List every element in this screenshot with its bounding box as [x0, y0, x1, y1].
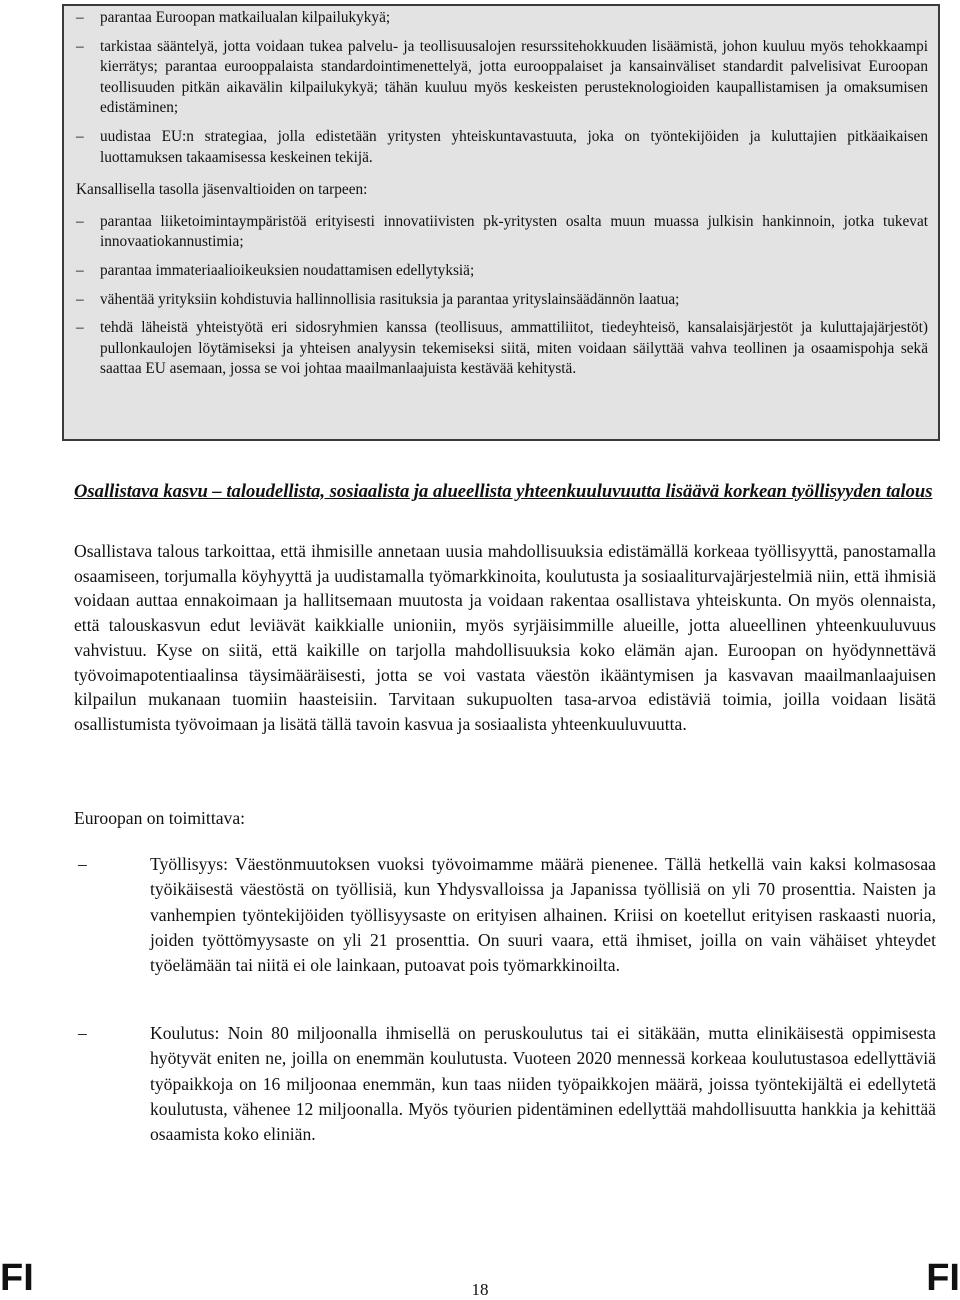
- footer-language-right: FI: [926, 1257, 960, 1299]
- action-list: [74, 1021, 936, 1147]
- list-item: – tarkistaa sääntelyä, jotta voidaan tukea palvelu- ja teollisuusalojen resurssitehokkuuden lisäämistä, johon kuuluu myös tehokkaampi kierrätys; parantaa eurooppalaista standardointimenettelyä, jotta eurooppalaiset ja kansainväliset standardit palvelisivat Euroopan teollisuuden pitkän aikavälin kilpailukykyä; tähän kuuluu myös keskeisten perusteknologioiden kaupallistamisen ja omaksumisen edistäminen;: [76, 37, 928, 117]
- list-item: – parantaa Euroopan matkailualan kilpailukykyä;: [76, 8, 928, 29]
- list-item: – Työllisyys: Väestönmuutoksen vuoksi työvoimamme määrä pienenee. Tällä hetkellä vain kaksi kolmasosaa työikäisestä väestöstä on työllisiä, kun Yhdysvalloissa ja Japanissa työllisiä on yli 70 prosenttia. Naisten ja vanhempien työntekijöiden työllisyysaste on erityisen alhainen. Kriisi on koetellut erityisen raskaasti nuoria, joiden työttömyysaste on yli 21 prosenttia. On suuri vaara, että ihmiset, joilla on vain vähäiset yhteydet työelämään tai niitä ei ole lainkaan, putoavat pois työmarkkinoilta.: [78, 854, 936, 976]
- page-number: 18: [471, 1280, 489, 1299]
- list-intro: Euroopan on toimittava:: [74, 808, 246, 828]
- footer-language-left: FI: [0, 1257, 34, 1299]
- national-level-heading: Kansallisella tasolla jäsenvaltioiden on tarpeen:: [76, 181, 368, 199]
- list-item: – tehdä läheistä yhteistyötä eri sidosryhmien kanssa (teollisuus, ammattiliitot, tiedeyhteisö, kansalaisjärjestöt ja kuluttajajärjestöt) pullonkaulojen löytämiseksi ja yhteisen analyysin tekemiseksi siitä, miten voidaan säilyttää vahva teollinen ja osaamispohja sekä saattaa EU asemaan, jossa se voi johtaa maailmanlaajuista kestävää kehitystä.: [76, 319, 928, 378]
- dash-bullet: –: [76, 9, 84, 26]
- dash-bullet: –: [78, 1023, 87, 1043]
- section-heading: Osallistava kasvu – taloudellista, sosiaalista ja alueellista yhteenkuuluvuutta lisäävä korkean työllisyyden talous: [74, 481, 933, 502]
- dash-bullet: –: [76, 37, 84, 55]
- list-item: – parantaa liiketoimintaympäristöä erityisesti innovatiivisten pk-yritysten osalta muun muassa julkisin hankinnoin, jotka tukevat innovaatiokannustimia;: [76, 212, 928, 251]
- dash-bullet: –: [76, 319, 84, 337]
- list-item: – Koulutus: Noin 80 miljoonalla ihmisellä on peruskoulutus tai ei sitäkään, mutta elinikäisestä oppimisesta hyötyvät eniten ne, joilla on enemmän koulutusta. Vuoteen 2020 mennessä korkeaa koulutustasoa edellyttäviä työpaikkoja on 16 miljoonaa enemmän, kun taas niiden työpaikkojen määrä, joissa työntekijältä ei edellytetä koulutusta, vähenee 12 miljoonalla. Myös työurien pidentäminen edellyttää mahdollisuutta hankkia ja kehittää osaamista koko eliniän.: [78, 1023, 936, 1145]
- dash-bullet: –: [76, 261, 84, 279]
- list-item: – parantaa immateriaalioikeuksien noudattamisen edellytyksiä;: [76, 261, 928, 282]
- dash-bullet: –: [76, 212, 84, 230]
- boxed-text-panel: [62, 4, 940, 441]
- action-list: [74, 852, 936, 978]
- body-paragraph: Osallistava talous tarkoittaa, että ihmisille annetaan uusia mahdollisuuksia edistämällä korkeaa työllisyyttä, panostamalla osaamiseen, torjumalla köyhyyttä ja uudistamalla työmarkkinoita, koulutusta ja sosiaaliturvajärjestelmiä niin, että ihmisiä voidaan auttaa ennakoimaan ja hallitsemaan muutosta ja voidaan rakentaa osallistava yhteiskunta. On myös olennaista, että talouskasvun edut leviävät kaikkialle unioniin, myös syrjäisimmille alueille, jotta alueellinen yhteenkuuluvuus vahvistuu. Kyse on siitä, että kaikille on tarjolla mahdollisuuksia koko elämän ajan. Euroopan on hyödynnettävä työvoimapotentiaalinsa täysimääräisesti, jotta se voi vastata väestön ikääntymisen ja kasvavan maailmanlaajuisen kilpailun mukanaan tuomiin haasteisiin. Tarvitaan sukupuolten tasa-arvoa edistäviä toimia, joilla voidaan lisätä osallistumista työvoimaan ja lisätä tällä tavoin kasvua ja sosiaalista yhteenkuuluvuutta.: [74, 541, 936, 734]
- list-item: – uudistaa EU:n strategiaa, jolla edistetään yritysten yhteiskuntavastuuta, joka on työntekijöiden ja kuluttajien pitkäaikaisen luottamuksen takaamisessa keskeinen tekijä.: [76, 127, 928, 166]
- dash-bullet: –: [76, 127, 84, 145]
- list-item: – vähentää yrityksiin kohdistuvia hallinnollisia rasituksia ja parantaa yrityslainsäädännön laatua;: [76, 290, 928, 311]
- dash-bullet: –: [78, 854, 87, 874]
- dash-bullet: –: [76, 290, 84, 308]
